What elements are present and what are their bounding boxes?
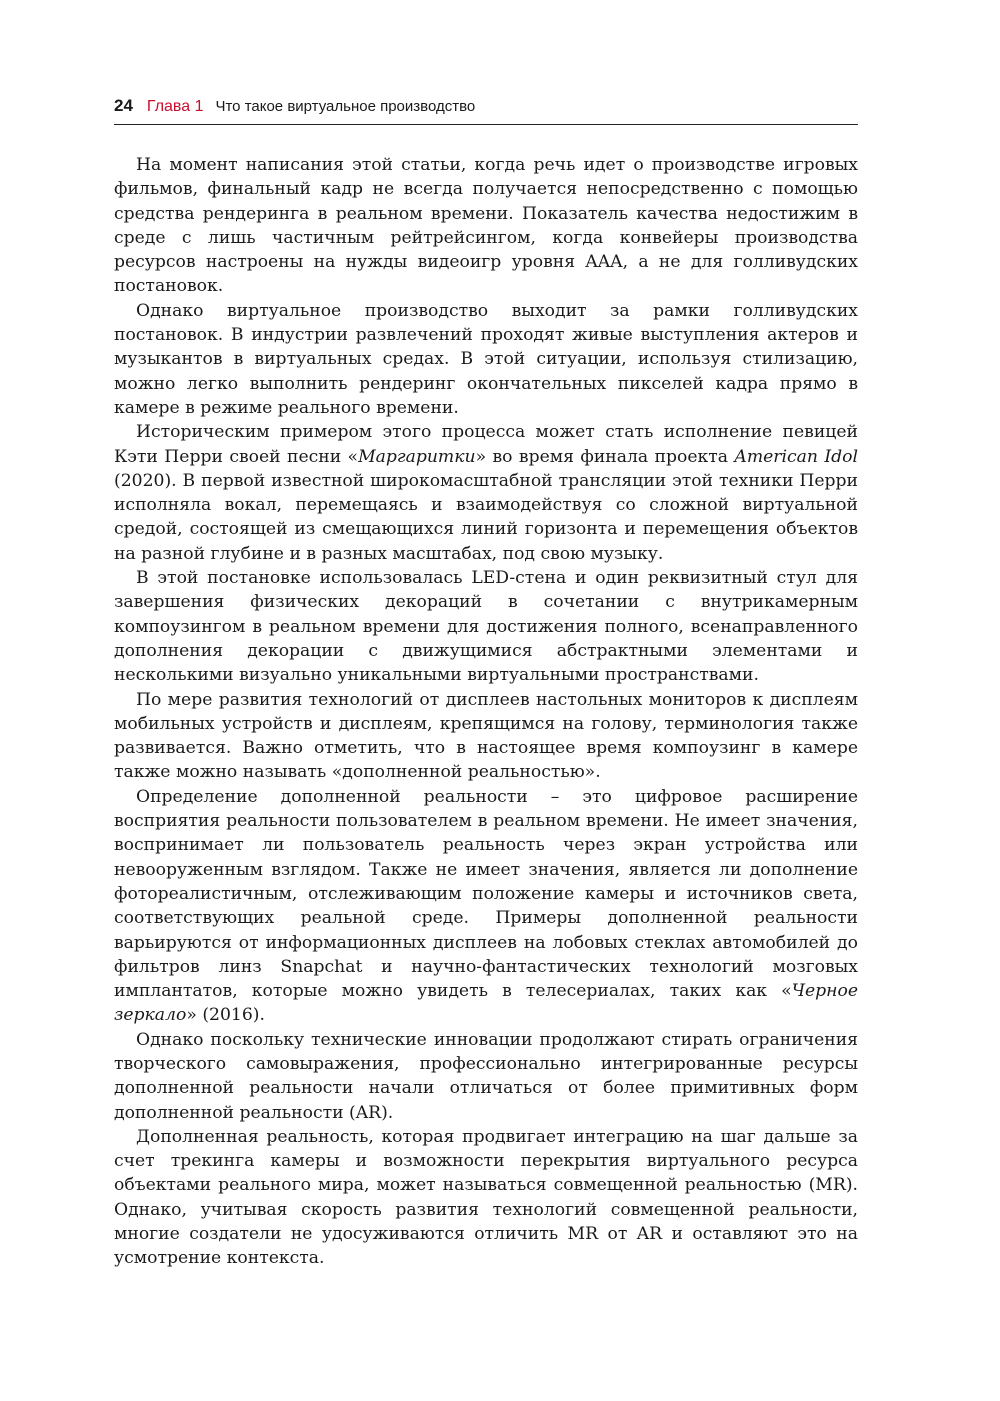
series-title: Черное зеркало [114,981,858,1026]
paragraph-3 [114,420,858,566]
song-title: Маргаритки [358,446,476,467]
paragraph-3-text: (2020). В первой известной широкомасштабной трансляции этой техники Перри исполняла вокал, перемещаясь и взаимодействуя со сложной виртуальной средой, состоящей из смещающихся линий горизонта и перемещения объектов на разной глубине и в разных масштабах, под свою музыку. [114,470,858,564]
chapter-title: Что такое виртуальное производство [215,98,476,115]
page-number: 24 [114,96,133,115]
paragraph-8: Дополненная реальность, которая продвигает интеграцию на шаг дальше за счет трекинга камеры и возможности перекрытия виртуального ресурса объектами реального мира, может называться совмещенной реальностью (MR). Однако, учитывая скорость развития технологий совмещенной реальности, многие создатели не удосуживаются отличить MR от AR и оставляют это на усмотрение контекста. [114,1126,858,1269]
paragraph-4: В этой постановке использовалась LED-стена и один реквизитный стул для завершения физических декораций в сочетании с внутрикамерным компоузингом в реальном времени для достижения полного, всенаправленного дополнения декорации с движущимися абстрактными элементами и несколькими визуально уникальными виртуальными пространствами. [114,568,858,686]
paragraph-6 [114,785,858,1028]
chapter-label: Глава 1 [146,98,204,115]
show-title: American Idol [734,446,858,467]
paragraph-3-text: Историческим примером этого процесса может стать исполнение певицей Кэти Перри своей песни « [114,422,858,467]
paragraph-2: Однако виртуальное производство выходит за рамки голливудских постановок. В индустрии развлечений проходят живые выступления актеров и музыкантов в виртуальных средах. В этой ситуации, используя стилизацию, можно легко выполнить рендеринг окончательных пикселей кадра прямо в камере в режиме реального времени. [114,300,858,418]
body-text [114,153,858,1271]
paragraph-7: Однако поскольку технические инновации продолжают стирать ограничения творческого самовыражения, профессионально интегрированные ресурсы дополненной реальности начали отличаться от более примитивных форм дополненной реальности (AR). [114,1029,858,1123]
paragraph-6-text: Определение дополненной реальности – это цифровое расширение восприятия реальности пользователем в реальном времени. Не имеет значения, воспринимает ли пользователь реальность через экран устройства или невооруженным взглядом. Также не имеет значения, является ли дополнение фотореалистичным, отслеживающим положение камеры и источников света, соответствующих реальной среде. Примеры дополненной реальности варьируются от информационных дисплеев на лобовых стеклах автомобилей до фильтров линз Snapchat и научно-фантастических технологий мозговых имплантатов, которые можно увидеть в телесериалах, таких как « [114,786,858,1002]
paragraph-3-text: » во время финала проекта [475,446,735,467]
paragraph-5: По мере развития технологий от дисплеев настольных мониторов к дисплеям мобильных устройств и дисплеям, крепящимся на голову, терминология также развивается. Важно отметить, что в настоящее время компоузинг в камере также можно называть «дополненной реальностью». [114,689,858,783]
paragraph-1: На момент написания этой статьи, когда речь идет о производстве игровых фильмов, финальный кадр не всегда получается непосредственно с помощью средства рендеринга в реальном времени. Показатель качества недостижим в среде с лишь частичным рейтрейсингом, когда конвейеры производства ресурсов настроены на нужды видеоигр уровня AAA, а не для голливудских постановок. [114,155,858,297]
running-header [114,96,858,125]
paragraph-6-text: » (2016). [186,1005,265,1026]
